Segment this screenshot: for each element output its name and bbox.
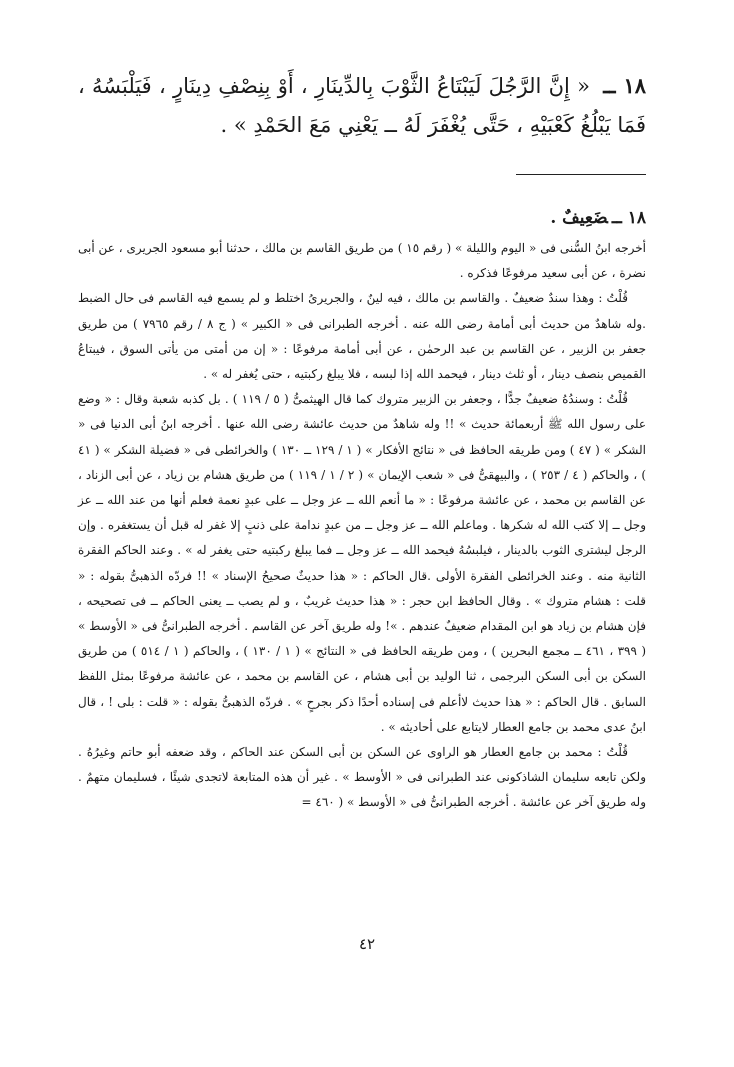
commentary-paragraph: أخرجه ابنُ السُّنى فى « اليوم والليلة » ( رقم ١٥ ) من طريق القاسم بن مالك ، حدثنا أبو مسعود الجريرى ، عن أبى نضرة ، عن أبى سعيد مرفوعًا فذكره . <box>78 241 646 281</box>
grade-number: ١٨ ــ <box>611 208 646 228</box>
hadith-text-block <box>78 66 646 145</box>
commentary-paragraph: قُلْتُ : محمد بن جامع العطار هو الراوى عن السكن بن أبى السكن عند الحاكم ، وقد ضعفه أبو حاتم وغيرُهُ . ولكن تابعه سليمان الشاذكونى عند الطبرانى فى « الأوسط » . غير أن هذه المتابعة لاتجدى شيئًا ، فسليمان متهمٌ . وله طريق آخر عن عائشة . أخرجه الطبرانىُّ فى « الأوسط » ( ٤٦٠ = <box>78 745 646 810</box>
section-divider <box>516 174 646 175</box>
commentary-paragraph: قُلْتُ : وهذا سندٌ ضعيفٌ . والقاسم بن مالك ، فيه لينٌ ، والجريرىُ اختلط و لم يسمع فيه القاسم فى حال الضبط .وله شاهدٌ من حديث أبى أمامة رضى الله عنه . أخرجه الطبرانى فى « الكبير » ( ج ٨ / رقم ٧٩٦٥ ) من طريق جعفر بن الزبير ، عن القاسم بن عبد الرحمٰن ، عن أبى أمامة مرفوعًا : « إن من أمتى من يأتى السوق ، فيبتاعُ القميص بنصف دينار ، أو ثلث دينار ، فيحمد الله إذا لبسه ، فلا يبلغ ركبتيه ، حتى يُغفر له » . <box>78 291 646 382</box>
commentary-body <box>78 236 646 816</box>
grade-label: ضَعِيفٌ . <box>550 208 608 228</box>
commentary-paragraph: قُلْتُ : وسندُهُ ضعيفٌ جدًّا ، وجعفر بن الزبير متروك كما قال الهيثمىُّ ( ٥ / ١١٩ ) . بل كذبه شعبة وقال : « وضع على رسول الله ﷺ أربعمائة حديث » !! وله شاهدٌ من حديث عائشة رضى الله عنها . أخرجه ابنُ أبى الدنيا فى « الشكر » ( ٤٧ ) ومن طريقه الحافظ فى « نتائج الأفكار » ( ١ / ١٢٩ ــ ١٣٠ ) والخرائطى فى « فضيلة الشكر » ( ٤١ ) ، والحاكم ( ٤ / ٢٥٣ ) ، والبيهقىُّ فى « شعب الإيمان » ( ٢ / ١ / ١١٩ ) من طريق هشام بن زياد ، عن أبى الزناد ، عن القاسم بن محمد ، عن عائشة مرفوعًا : « ما أنعم الله ــ عز وجل ــ على عبدٍ نعمة فعلم أنها من عند الله ــ عز وجل ــ إلا كتب الله له شكرها . وماعلم الله ــ عز وجل ــ من عبدٍ ندامة على ذنبٍ إلا غفر له قبل أن يستغفره . وإن الرجل ليشترى الثوب بالدينار ، فيلبسُهُ فيحمد الله ــ عز وجل ــ فما يبلغ ركبتيه حتى يغفر له » . وعند الحاكم الفقرة الثانية منه . وعند الخرائطى الفقرة الأولى .قال الحاكم : « هذا حديثٌ صحيحُ الإسناد » !! فردّه الذهبىُّ بقوله : « قلت : هشام متروك » . وقال الحافظ ابن حجر : « هذا حديث غريبٌ ، و لم يصب ــ يعنى الحاكم ــ فى تصحيحه ، فإن هشام بن زياد هو ابن المقدام ضعيفٌ عندهم . »! وله طريق آخر عن القاسم . أخرجه الطبرانىُّ فى « الأوسط » ( ٣٩٩ ، ٤٦١ ــ مجمع البحرين ) ، ومن طريقه الحافظ فى « النتائج » ( ١ / ١٣٠ ) ، والحاكم ( ١ / ٥١٤ ) من طريق السكن بن أبى السكن البرجمى ، ثنا الوليد بن أبى هشام ، عن القاسم بن محمد ، عن عائشة مرفوعًا بمثل اللفظ السابق . قال الحاكم : « هذا حديث لاأعلم فى إسناده أحدًا ذكر بجرحٍ » . فردّه الذهبىُّ بقوله : « قلت : بلى ! ، قال ابنُ عدى محمد بن جامع العطار لايتابع على أحاديثه » . <box>78 392 647 734</box>
grade-heading <box>546 205 646 231</box>
hadith-text: « إِنَّ الرَّجُلَ لَيَبْتَاعُ الثَّوْبَ بِالدِّينَارِ ، أَوْ بِنِصْفِ دِينَارٍ ، فَيَلْبَسُهُ ، فَمَا يَبْلُغُ كَعْبَيْهِ ، حَتَّى يُغْفَرَ لَهُ ــ يَعْنِي مَعَ الحَمْدِ » . <box>78 74 646 137</box>
hadith-number: ١٨ ــ <box>603 73 646 98</box>
page-number: ٤٢ <box>358 935 376 953</box>
